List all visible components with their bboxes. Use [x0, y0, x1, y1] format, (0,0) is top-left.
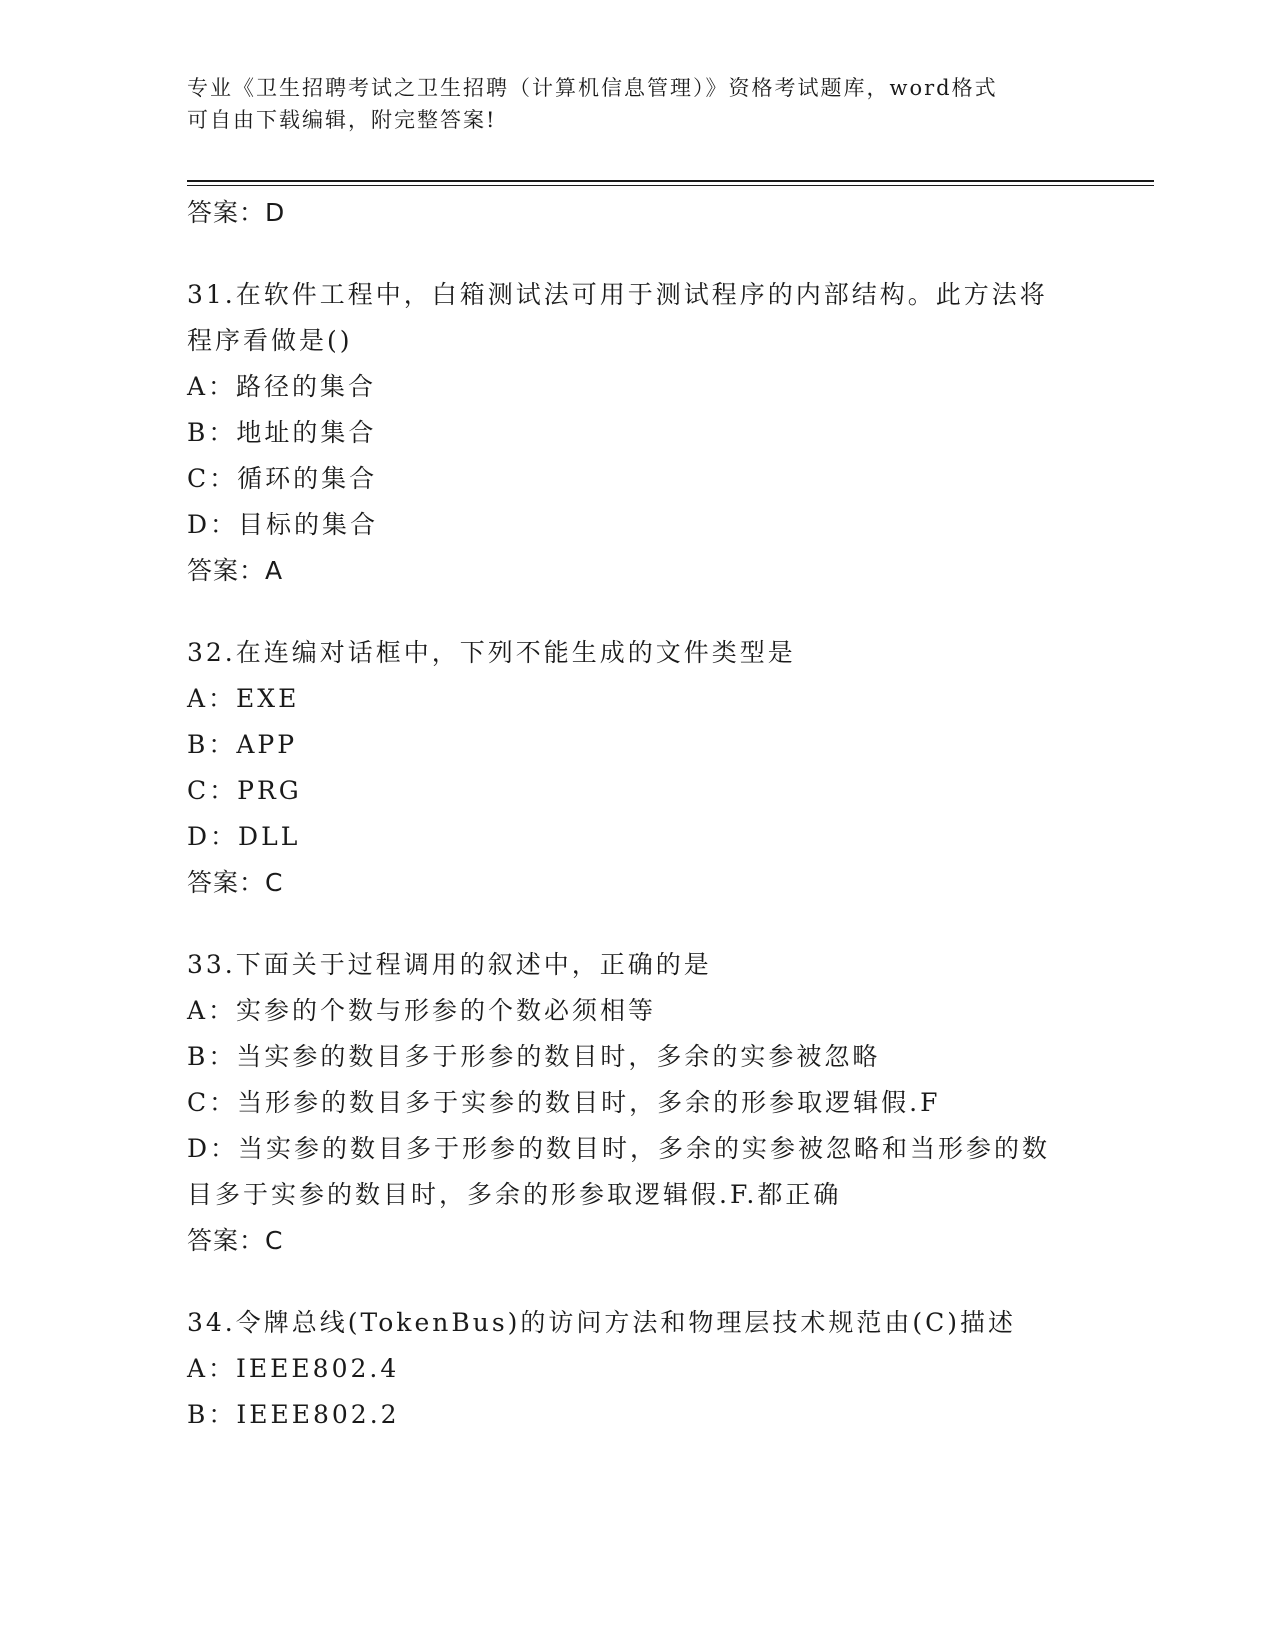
header-rule-thick [187, 180, 1154, 182]
document-header [187, 72, 1087, 136]
option-b: B：IEEE802.2 [187, 1400, 400, 1429]
answer-label: 答案：A [187, 556, 284, 585]
question-33 [187, 942, 1087, 1264]
option-c: C：当形参的数目多于实参的数目时，多余的形参取逻辑假.F [187, 1088, 941, 1117]
option-a: A：路径的集合 [187, 372, 377, 401]
question-text: 31.在软件工程中，白箱测试法可用于测试程序的内部结构。此方法将 [187, 280, 1048, 309]
question-34 [187, 1300, 1087, 1438]
answer-label: 答案：D [187, 198, 286, 227]
header-line-2: 可自由下载编辑，附完整答案! [187, 108, 497, 132]
question-text: 32.在连编对话框中，下列不能生成的文件类型是 [187, 638, 796, 667]
option-b: B：APP [187, 730, 298, 759]
option-d: D：目标的集合 [187, 510, 379, 539]
option-b: B：地址的集合 [187, 418, 377, 447]
question-text: 33.下面关于过程调用的叙述中，正确的是 [187, 950, 712, 979]
option-d-continued: 目多于实参的数目时，多余的形参取逻辑假.F.都正确 [187, 1180, 842, 1209]
question-text: 34.令牌总线(TokenBus)的访问方法和物理层技术规范由(C)描述 [187, 1308, 1017, 1337]
question-32 [187, 630, 1087, 906]
option-c: C：PRG [187, 776, 302, 805]
option-c: C：循环的集合 [187, 464, 378, 493]
question-text: 程序看做是() [187, 326, 353, 355]
option-d: D：当实参的数目多于形参的数目时，多余的实参被忽略和当形参的数 [187, 1134, 1051, 1163]
option-d: D：DLL [187, 822, 301, 851]
header-line-1: 专业《卫生招聘考试之卫生招聘（计算机信息管理）》资格考试题库，word格式 [187, 76, 998, 100]
answer-label: 答案：C [187, 868, 284, 897]
answer-label: 答案：C [187, 1226, 284, 1255]
document-body [187, 190, 1087, 1438]
option-b: B：当实参的数目多于形参的数目时，多余的实参被忽略 [187, 1042, 881, 1071]
header-rule-thin [187, 185, 1154, 186]
option-a: A：IEEE802.4 [187, 1354, 400, 1383]
option-a: A：EXE [187, 684, 300, 713]
option-a: A：实参的个数与形参的个数必须相等 [187, 996, 657, 1025]
question-31 [187, 272, 1087, 594]
